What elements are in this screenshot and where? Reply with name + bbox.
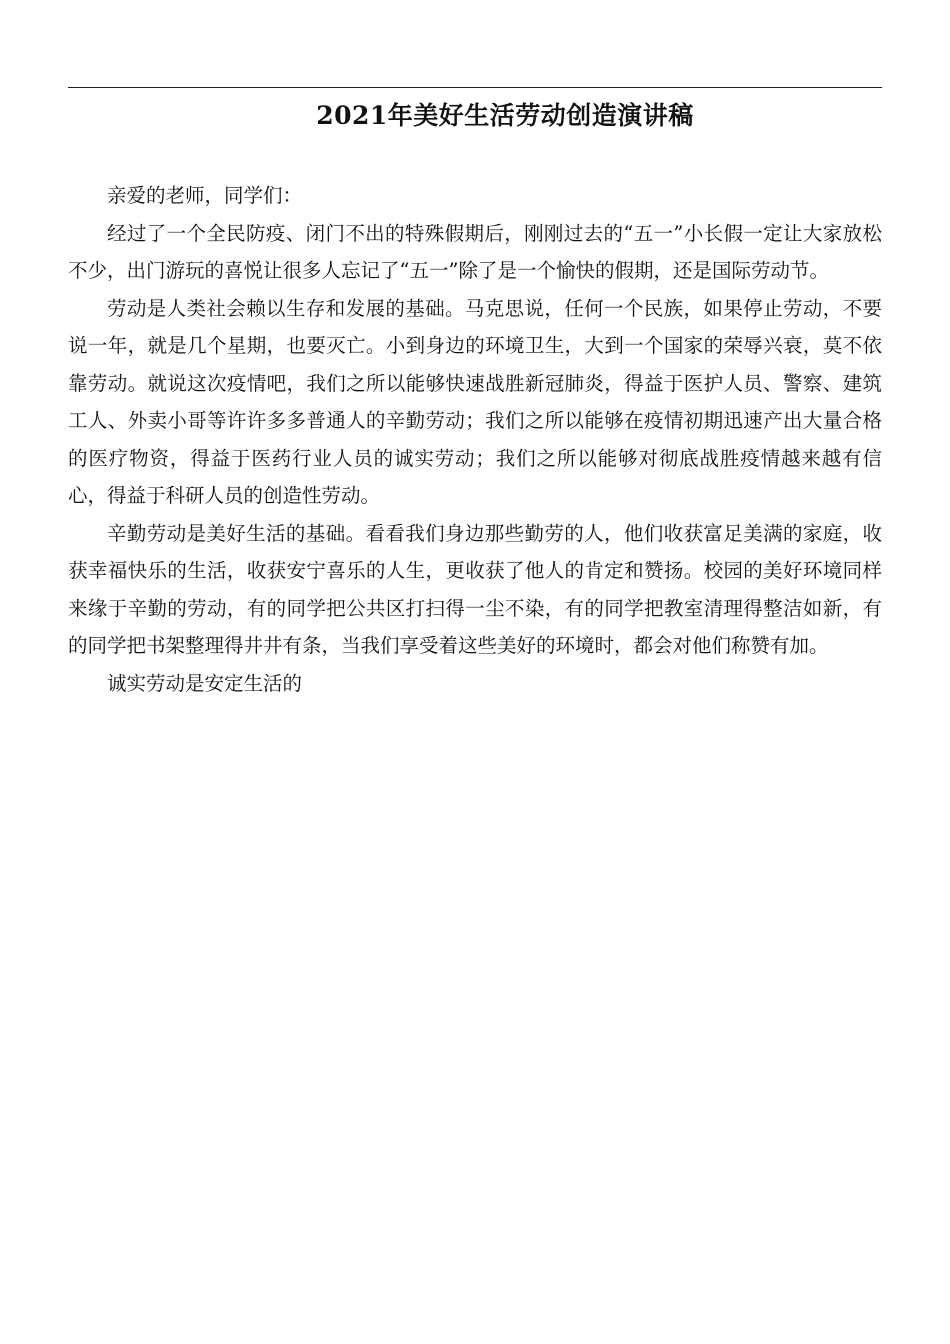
body-paragraph-1: 经过了一个全民防疫、闭门不出的特殊假期后，刚刚过去的“五一”小长假一定让大家放松不少，出门游玩的喜悦让很多人忘记了“五一”除了是一个愉快的假期，还是国际劳动节。 [68, 221, 882, 282]
salutation-paragraph: 亲爱的老师，同学们： [107, 184, 303, 207]
body-paragraph-2: 劳动是人类社会赖以生存和发展的基础。马克思说，任何一个民族，如果停止劳动，不要说一年，就是几个星期，也要灭亡。小到身边的环境卫生，大到一个国家的荣辱兴衰，莫不依靠劳动。就说这次疫情吧，我们之所以能够快速战胜新冠肺炎，得益于医护人员、警察、建筑工人、外卖小哥等许许多多普通人的辛勤劳动；我们之所以能够在疫情初期迅速产出大量合格的医疗物资，得益于医药行业人员的诚实劳动；我们之所以能够对彻底战胜疫情越来越有信心，得益于科研人员的创造性劳动。 [68, 296, 882, 507]
body-paragraph-4: 诚实劳动是安定生活的 [107, 671, 303, 695]
document-title: 2021年美好生活劳动创造演讲稿 [316, 101, 694, 130]
body-paragraph-3: 辛勤劳动是美好生活的基础。看看我们身边那些勤劳的人，他们收获富足美满的家庭，收获幸福快乐的生活，收获安宁喜乐的人生，更收获了他人的肯定和赞扬。校园的美好环境同样来缘于辛勤的劳动，有的同学把公共区打扫得一尘不染，有的同学把教室清理得整洁如新，有的同学把书架整理得井井有条，当我们享受着这些美好的环境时，都会对他们称赞有加。 [68, 521, 882, 657]
document-body [68, 177, 882, 702]
header-rule [68, 87, 882, 88]
